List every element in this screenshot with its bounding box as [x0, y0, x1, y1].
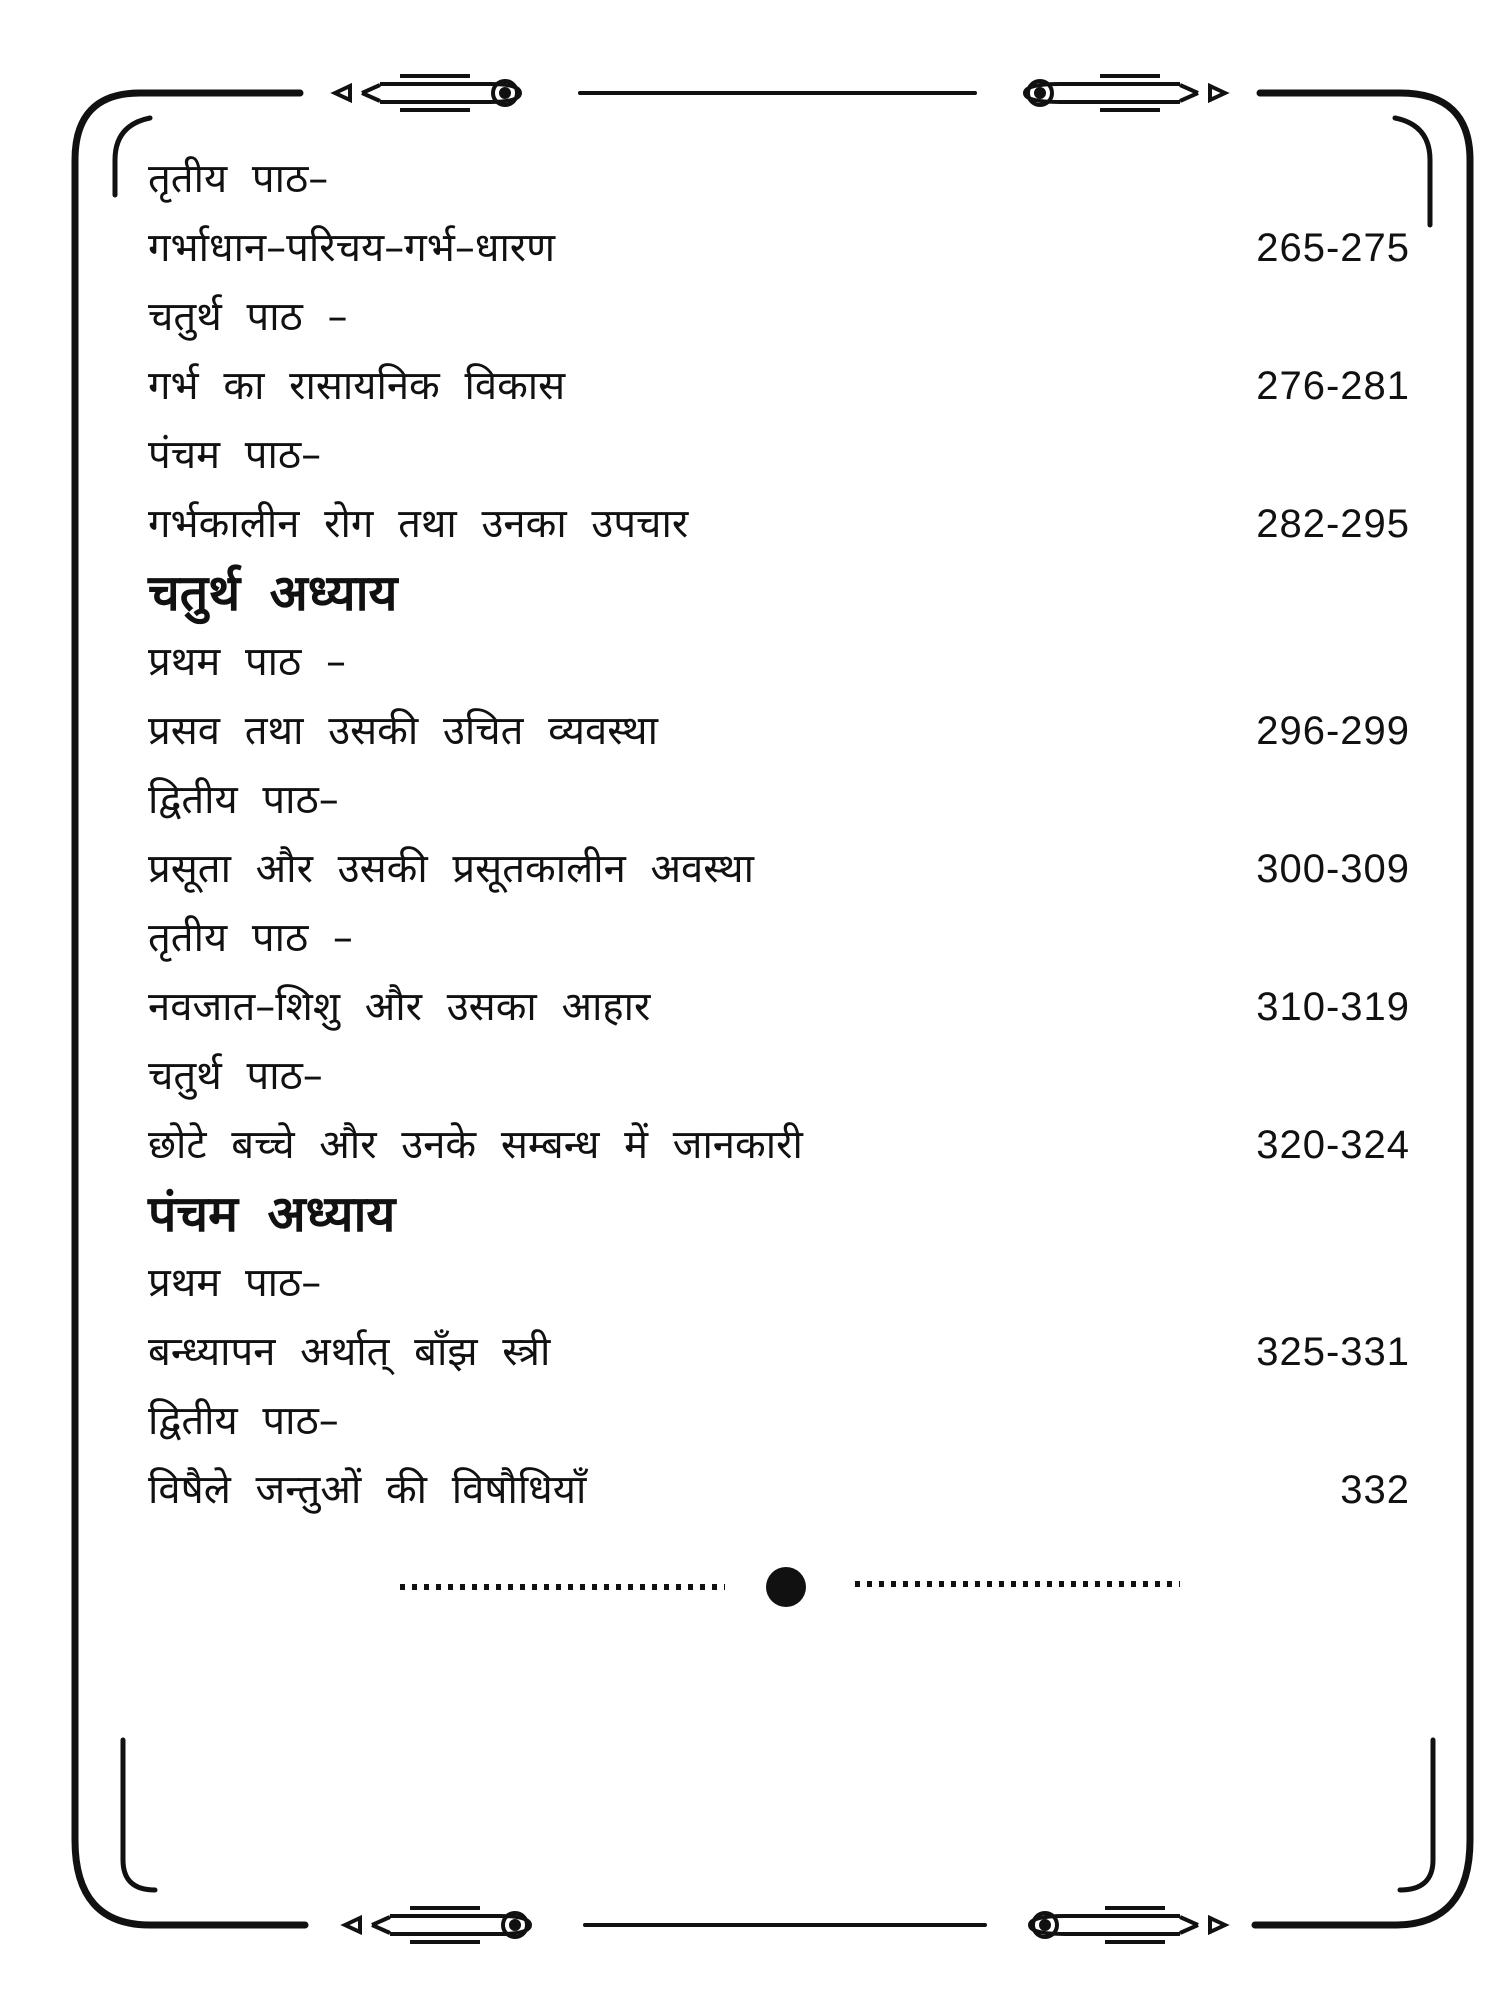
toc-entry-title: गर्भकालीन रोग तथा उनका उपचार — [148, 501, 689, 547]
chapter-heading-row — [148, 1180, 1410, 1249]
toc-entry-title: प्रसूता और उसकी प्रसूतकालीन अवस्था — [148, 846, 754, 892]
toc-entry-pages: 282-295 — [1256, 502, 1410, 546]
lesson-label: चतुर्थ पाठ – — [148, 294, 348, 340]
top-left-ornament — [335, 76, 520, 110]
toc-entry-row — [148, 352, 1410, 421]
lesson-label-row — [148, 283, 1410, 352]
toc-entry-row — [148, 490, 1410, 559]
toc-entry-row — [148, 1456, 1410, 1525]
toc-entry-pages: 296-299 — [1256, 709, 1410, 753]
toc-entry-title: बन्ध्यापन अर्थात् बाँझ स्त्री — [148, 1329, 551, 1375]
lesson-label: तृतीय पाठ– — [148, 156, 329, 202]
lesson-label: प्रथम पाठ – — [148, 639, 346, 685]
end-mark-divider — [400, 1567, 1180, 1607]
toc-entry-pages: 310-319 — [1256, 985, 1410, 1029]
toc-entry-pages: 300-309 — [1256, 847, 1410, 891]
lesson-label-row — [148, 1042, 1410, 1111]
lesson-label: द्वितीय पाठ– — [148, 777, 339, 823]
toc-entry-title: छोटे बच्चे और उनके सम्बन्ध में जानकारी — [148, 1122, 803, 1168]
lesson-label-row — [148, 421, 1410, 490]
toc-entry-pages: 320-324 — [1256, 1123, 1410, 1167]
chapter-heading-row — [148, 559, 1410, 628]
toc-entry-pages: 265-275 — [1256, 226, 1410, 270]
toc-entry-title: गर्भ का रासायनिक विकास — [148, 363, 566, 409]
bottom-left-ornament — [345, 1908, 530, 1942]
lesson-label-row — [148, 1387, 1410, 1456]
toc-entry-row — [148, 1318, 1410, 1387]
lesson-label-row — [148, 145, 1410, 214]
toc-entry-title: गर्भाधान–परिचय–गर्भ–धारण — [148, 225, 556, 271]
toc-entry-pages: 325-331 — [1256, 1330, 1410, 1374]
bottom-right-ornament — [1030, 1908, 1225, 1942]
toc-entry-title: नवजात–शिशु और उसका आहार — [148, 984, 651, 1030]
lesson-label: द्वितीय पाठ– — [148, 1398, 339, 1444]
lesson-label: प्रथम पाठ– — [148, 1260, 322, 1306]
chapter-heading: चतुर्थ अध्याय — [148, 564, 398, 622]
lesson-label-row — [148, 766, 1410, 835]
toc-entry-row — [148, 973, 1410, 1042]
toc-entry-pages: 332 — [1340, 1468, 1410, 1512]
toc-entry-row — [148, 214, 1410, 283]
lesson-label: पंचम पाठ– — [148, 432, 322, 478]
top-right-ornament — [1025, 76, 1225, 110]
toc-entry-pages: 276-281 — [1256, 364, 1410, 408]
lesson-label-row — [148, 1249, 1410, 1318]
lesson-label-row — [148, 628, 1410, 697]
toc-entry-row — [148, 697, 1410, 766]
chapter-heading: पंचम अध्याय — [148, 1185, 396, 1243]
table-of-contents — [148, 145, 1410, 1525]
lesson-label: चतुर्थ पाठ– — [148, 1053, 323, 1099]
toc-entry-title: प्रसव तथा उसकी उचित व्यवस्था — [148, 708, 658, 754]
toc-entry-row — [148, 1111, 1410, 1180]
toc-entry-row — [148, 835, 1410, 904]
lesson-label: तृतीय पाठ – — [148, 915, 353, 961]
lesson-label-row — [148, 904, 1410, 973]
toc-entry-title: विषैले जन्तुओं की विषौधियाँ — [148, 1467, 587, 1513]
